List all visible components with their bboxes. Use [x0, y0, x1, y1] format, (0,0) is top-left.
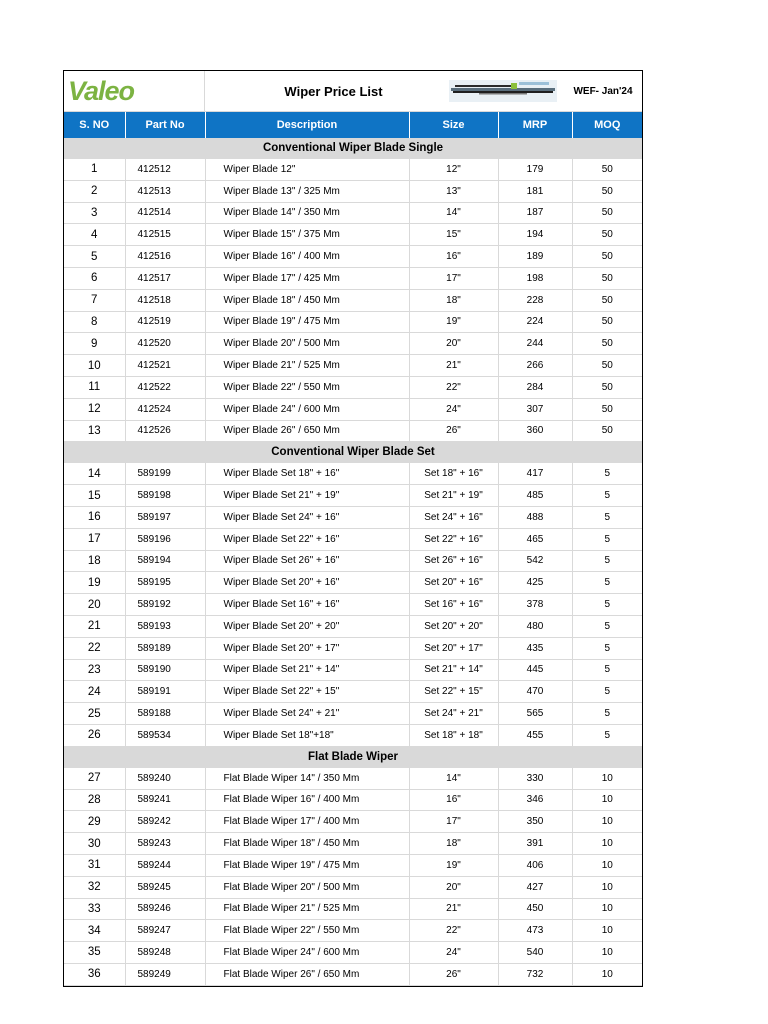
- table-body: [64, 138, 642, 985]
- cell-mrp: 425: [498, 572, 572, 594]
- cell-description: Flat Blade Wiper 21" / 525 Mm: [205, 898, 409, 920]
- cell-part-no: 589196: [125, 528, 205, 550]
- table-row: [64, 246, 642, 268]
- cell-sno: 18: [64, 550, 125, 572]
- cell-part-no: 589242: [125, 811, 205, 833]
- table-row: [64, 572, 642, 594]
- cell-description: Wiper Blade Set 21" + 14": [205, 659, 409, 681]
- cell-moq: 5: [572, 594, 642, 616]
- cell-sno: 12: [64, 398, 125, 420]
- price-list-sheet: [63, 70, 643, 987]
- table-header: [64, 112, 642, 138]
- cell-moq: 10: [572, 811, 642, 833]
- cell-description: Wiper Blade 15" / 375 Mm: [205, 224, 409, 246]
- cell-description: Wiper Blade Set 22" + 15": [205, 681, 409, 703]
- cell-mrp: 346: [498, 789, 572, 811]
- cell-sno: 33: [64, 898, 125, 920]
- cell-moq: 50: [572, 267, 642, 289]
- cell-size: Set 24" + 16": [409, 506, 498, 528]
- cell-description: Wiper Blade Set 20" + 17": [205, 637, 409, 659]
- cell-part-no: 589240: [125, 767, 205, 789]
- cell-sno: 5: [64, 246, 125, 268]
- table-row: [64, 942, 642, 964]
- cell-description: Wiper Blade 19" / 475 Mm: [205, 311, 409, 333]
- cell-part-no: 589246: [125, 898, 205, 920]
- cell-part-no: 589197: [125, 506, 205, 528]
- cell-sno: 19: [64, 572, 125, 594]
- cell-sno: 23: [64, 659, 125, 681]
- cell-mrp: 244: [498, 333, 572, 355]
- cell-part-no: 589243: [125, 833, 205, 855]
- cell-size: Set 26" + 16": [409, 550, 498, 572]
- col-description: Description: [205, 112, 409, 138]
- cell-size: 17": [409, 267, 498, 289]
- table-row: [64, 180, 642, 202]
- cell-part-no: 412516: [125, 246, 205, 268]
- cell-moq: 50: [572, 289, 642, 311]
- cell-description: Wiper Blade 24" / 600 Mm: [205, 398, 409, 420]
- cell-mrp: 189: [498, 246, 572, 268]
- table-row: [64, 703, 642, 725]
- cell-moq: 5: [572, 724, 642, 746]
- table-row: [64, 659, 642, 681]
- col-mrp: MRP: [498, 112, 572, 138]
- cell-description: Wiper Blade 22" / 550 Mm: [205, 376, 409, 398]
- table-row: [64, 202, 642, 224]
- cell-sno: 2: [64, 180, 125, 202]
- cell-mrp: 198: [498, 267, 572, 289]
- cell-sno: 8: [64, 311, 125, 333]
- cell-size: 18": [409, 289, 498, 311]
- cell-moq: 10: [572, 898, 642, 920]
- cell-description: Wiper Blade 21" / 525 Mm: [205, 355, 409, 377]
- cell-mrp: 480: [498, 615, 572, 637]
- cell-mrp: 187: [498, 202, 572, 224]
- cell-size: Set 21" + 14": [409, 659, 498, 681]
- table-row: [64, 615, 642, 637]
- section-header-row: [64, 746, 642, 767]
- table-row: [64, 311, 642, 333]
- table-row: [64, 333, 642, 355]
- cell-sno: 22: [64, 637, 125, 659]
- wiper-blade-image: [442, 71, 564, 111]
- cell-sno: 13: [64, 420, 125, 442]
- cell-size: 24": [409, 398, 498, 420]
- valeo-logo: [64, 71, 205, 111]
- section-title: Flat Blade Wiper: [64, 746, 642, 767]
- table-row: [64, 355, 642, 377]
- cell-description: Wiper Blade Set 24" + 16": [205, 506, 409, 528]
- cell-size: 20": [409, 876, 498, 898]
- cell-part-no: 589188: [125, 703, 205, 725]
- cell-mrp: 732: [498, 963, 572, 985]
- cell-part-no: 589192: [125, 594, 205, 616]
- cell-description: Wiper Blade 18" / 450 Mm: [205, 289, 409, 311]
- cell-description: Wiper Blade 16" / 400 Mm: [205, 246, 409, 268]
- table-row: [64, 550, 642, 572]
- table-row: [64, 594, 642, 616]
- cell-description: Flat Blade Wiper 24" / 600 Mm: [205, 942, 409, 964]
- cell-size: Set 20" + 16": [409, 572, 498, 594]
- cell-part-no: 412521: [125, 355, 205, 377]
- cell-moq: 5: [572, 681, 642, 703]
- cell-size: 15": [409, 224, 498, 246]
- cell-moq: 5: [572, 572, 642, 594]
- table-row: [64, 267, 642, 289]
- col-size: Size: [409, 112, 498, 138]
- cell-size: 19": [409, 311, 498, 333]
- col-moq: MOQ: [572, 112, 642, 138]
- cell-mrp: 266: [498, 355, 572, 377]
- cell-size: Set 22" + 16": [409, 528, 498, 550]
- table-row: [64, 898, 642, 920]
- cell-moq: 50: [572, 224, 642, 246]
- table-row: [64, 376, 642, 398]
- table-row: [64, 463, 642, 485]
- table-row: [64, 289, 642, 311]
- logo-text: Valeo: [68, 75, 135, 106]
- cell-part-no: 412526: [125, 420, 205, 442]
- cell-moq: 10: [572, 854, 642, 876]
- cell-sno: 16: [64, 506, 125, 528]
- cell-size: 26": [409, 420, 498, 442]
- cell-part-no: 412515: [125, 224, 205, 246]
- cell-moq: 50: [572, 398, 642, 420]
- cell-mrp: 181: [498, 180, 572, 202]
- cell-mrp: 391: [498, 833, 572, 855]
- cell-mrp: 179: [498, 159, 572, 181]
- cell-sno: 36: [64, 963, 125, 985]
- table-row: [64, 963, 642, 985]
- cell-sno: 15: [64, 485, 125, 507]
- table-row: [64, 811, 642, 833]
- cell-sno: 27: [64, 767, 125, 789]
- cell-sno: 17: [64, 528, 125, 550]
- cell-description: Flat Blade Wiper 22" / 550 Mm: [205, 920, 409, 942]
- wef-date: WEF- Jan'24: [573, 85, 633, 97]
- cell-moq: 5: [572, 659, 642, 681]
- cell-description: Flat Blade Wiper 16" / 400 Mm: [205, 789, 409, 811]
- cell-moq: 5: [572, 637, 642, 659]
- cell-mrp: 435: [498, 637, 572, 659]
- cell-part-no: 589191: [125, 681, 205, 703]
- cell-sno: 34: [64, 920, 125, 942]
- col-sno: S. NO: [64, 112, 125, 138]
- cell-sno: 31: [64, 854, 125, 876]
- cell-description: Wiper Blade Set 16" + 16": [205, 594, 409, 616]
- cell-part-no: 589190: [125, 659, 205, 681]
- cell-part-no: 589198: [125, 485, 205, 507]
- table-row: [64, 876, 642, 898]
- cell-sno: 21: [64, 615, 125, 637]
- section-header-row: [64, 442, 642, 463]
- cell-part-no: 589534: [125, 724, 205, 746]
- wiper-blade-icon: [449, 80, 557, 102]
- cell-part-no: 589248: [125, 942, 205, 964]
- cell-mrp: 360: [498, 420, 572, 442]
- cell-description: Wiper Blade 13" / 325 Mm: [205, 180, 409, 202]
- cell-sno: 6: [64, 267, 125, 289]
- cell-size: Set 22" + 15": [409, 681, 498, 703]
- cell-description: Wiper Blade 12": [205, 159, 409, 181]
- cell-moq: 10: [572, 767, 642, 789]
- cell-description: Wiper Blade Set 21" + 19": [205, 485, 409, 507]
- cell-moq: 10: [572, 942, 642, 964]
- table-row: [64, 637, 642, 659]
- cell-description: Wiper Blade Set 22" + 16": [205, 528, 409, 550]
- cell-description: Wiper Blade 14" / 350 Mm: [205, 202, 409, 224]
- table-row: [64, 833, 642, 855]
- cell-size: 22": [409, 920, 498, 942]
- cell-size: Set 18" + 18": [409, 724, 498, 746]
- cell-mrp: 330: [498, 767, 572, 789]
- cell-size: Set 21" + 19": [409, 485, 498, 507]
- cell-mrp: 224: [498, 311, 572, 333]
- cell-description: Flat Blade Wiper 19" / 475 Mm: [205, 854, 409, 876]
- cell-moq: 50: [572, 202, 642, 224]
- cell-sno: 14: [64, 463, 125, 485]
- section-title: Conventional Wiper Blade Set: [64, 442, 642, 463]
- table-row: [64, 920, 642, 942]
- table-row: [64, 224, 642, 246]
- cell-sno: 11: [64, 376, 125, 398]
- cell-sno: 4: [64, 224, 125, 246]
- cell-part-no: 412517: [125, 267, 205, 289]
- cell-description: Wiper Blade Set 24" + 21": [205, 703, 409, 725]
- cell-part-no: 412522: [125, 376, 205, 398]
- cell-size: 22": [409, 376, 498, 398]
- cell-mrp: 455: [498, 724, 572, 746]
- cell-sno: 7: [64, 289, 125, 311]
- cell-moq: 5: [572, 528, 642, 550]
- cell-moq: 10: [572, 833, 642, 855]
- table-row: [64, 767, 642, 789]
- table-row: [64, 506, 642, 528]
- cell-moq: 50: [572, 159, 642, 181]
- cell-moq: 10: [572, 920, 642, 942]
- cell-part-no: 412514: [125, 202, 205, 224]
- cell-moq: 10: [572, 963, 642, 985]
- cell-moq: 50: [572, 180, 642, 202]
- cell-sno: 30: [64, 833, 125, 855]
- cell-moq: 5: [572, 506, 642, 528]
- cell-size: 20": [409, 333, 498, 355]
- cell-moq: 5: [572, 485, 642, 507]
- cell-mrp: 228: [498, 289, 572, 311]
- sheet-header: [64, 71, 642, 112]
- cell-mrp: 378: [498, 594, 572, 616]
- cell-moq: 10: [572, 789, 642, 811]
- cell-mrp: 465: [498, 528, 572, 550]
- cell-size: 17": [409, 811, 498, 833]
- cell-mrp: 350: [498, 811, 572, 833]
- cell-sno: 32: [64, 876, 125, 898]
- cell-size: Set 18" + 16": [409, 463, 498, 485]
- cell-size: 21": [409, 355, 498, 377]
- cell-mrp: 194: [498, 224, 572, 246]
- cell-description: Flat Blade Wiper 26" / 650 Mm: [205, 963, 409, 985]
- cell-moq: 50: [572, 420, 642, 442]
- cell-sno: 24: [64, 681, 125, 703]
- cell-part-no: 412518: [125, 289, 205, 311]
- cell-size: 21": [409, 898, 498, 920]
- table-row: [64, 159, 642, 181]
- cell-size: 16": [409, 246, 498, 268]
- cell-description: Wiper Blade Set 20" + 16": [205, 572, 409, 594]
- cell-size: 26": [409, 963, 498, 985]
- cell-description: Flat Blade Wiper 14" / 350 Mm: [205, 767, 409, 789]
- cell-description: Flat Blade Wiper 20" / 500 Mm: [205, 876, 409, 898]
- cell-size: 12": [409, 159, 498, 181]
- cell-size: Set 16" + 16": [409, 594, 498, 616]
- cell-mrp: 485: [498, 485, 572, 507]
- cell-part-no: 589189: [125, 637, 205, 659]
- cell-size: 13": [409, 180, 498, 202]
- cell-mrp: 417: [498, 463, 572, 485]
- cell-part-no: 412524: [125, 398, 205, 420]
- cell-part-no: 412513: [125, 180, 205, 202]
- cell-description: Flat Blade Wiper 17" / 400 Mm: [205, 811, 409, 833]
- section-title: Conventional Wiper Blade Single: [64, 138, 642, 159]
- cell-description: Wiper Blade 20" / 500 Mm: [205, 333, 409, 355]
- cell-sno: 20: [64, 594, 125, 616]
- cell-size: Set 20" + 20": [409, 615, 498, 637]
- page-title: Wiper Price List: [284, 83, 383, 99]
- cell-mrp: 284: [498, 376, 572, 398]
- cell-sno: 3: [64, 202, 125, 224]
- cell-moq: 5: [572, 550, 642, 572]
- cell-size: 19": [409, 854, 498, 876]
- table-row: [64, 724, 642, 746]
- cell-moq: 50: [572, 355, 642, 377]
- cell-part-no: 589245: [125, 876, 205, 898]
- cell-part-no: 589195: [125, 572, 205, 594]
- cell-mrp: 565: [498, 703, 572, 725]
- cell-moq: 10: [572, 876, 642, 898]
- table-row: [64, 398, 642, 420]
- cell-part-no: 589241: [125, 789, 205, 811]
- cell-sno: 35: [64, 942, 125, 964]
- price-table: [64, 112, 642, 986]
- cell-moq: 50: [572, 333, 642, 355]
- col-part-no: Part No: [125, 112, 205, 138]
- cell-size: 14": [409, 202, 498, 224]
- cell-sno: 26: [64, 724, 125, 746]
- cell-mrp: 470: [498, 681, 572, 703]
- cell-sno: 9: [64, 333, 125, 355]
- cell-size: Set 20" + 17": [409, 637, 498, 659]
- table-row: [64, 528, 642, 550]
- cell-moq: 5: [572, 463, 642, 485]
- cell-size: 16": [409, 789, 498, 811]
- section-header-row: [64, 138, 642, 159]
- cell-part-no: 412520: [125, 333, 205, 355]
- cell-description: Wiper Blade Set 20" + 20": [205, 615, 409, 637]
- cell-size: 14": [409, 767, 498, 789]
- cell-part-no: 412512: [125, 159, 205, 181]
- table-row: [64, 420, 642, 442]
- cell-mrp: 473: [498, 920, 572, 942]
- cell-mrp: 307: [498, 398, 572, 420]
- cell-part-no: 589247: [125, 920, 205, 942]
- cell-description: Wiper Blade 17" / 425 Mm: [205, 267, 409, 289]
- cell-mrp: 445: [498, 659, 572, 681]
- cell-description: Wiper Blade Set 18" + 16": [205, 463, 409, 485]
- cell-moq: 50: [572, 246, 642, 268]
- table-row: [64, 485, 642, 507]
- cell-description: Wiper Blade Set 26" + 16": [205, 550, 409, 572]
- cell-mrp: 406: [498, 854, 572, 876]
- cell-sno: 28: [64, 789, 125, 811]
- cell-part-no: 589193: [125, 615, 205, 637]
- cell-moq: 5: [572, 703, 642, 725]
- table-row: [64, 681, 642, 703]
- cell-sno: 10: [64, 355, 125, 377]
- cell-part-no: 589194: [125, 550, 205, 572]
- cell-description: Flat Blade Wiper 18" / 450 Mm: [205, 833, 409, 855]
- cell-part-no: 589249: [125, 963, 205, 985]
- cell-size: 18": [409, 833, 498, 855]
- cell-mrp: 450: [498, 898, 572, 920]
- cell-part-no: 589244: [125, 854, 205, 876]
- table-row: [64, 789, 642, 811]
- cell-sno: 1: [64, 159, 125, 181]
- cell-moq: 50: [572, 376, 642, 398]
- cell-description: Wiper Blade Set 18"+18": [205, 724, 409, 746]
- cell-size: Set 24" + 21": [409, 703, 498, 725]
- table-row: [64, 854, 642, 876]
- cell-mrp: 488: [498, 506, 572, 528]
- cell-sno: 29: [64, 811, 125, 833]
- cell-sno: 25: [64, 703, 125, 725]
- cell-moq: 5: [572, 615, 642, 637]
- cell-part-no: 589199: [125, 463, 205, 485]
- cell-size: 24": [409, 942, 498, 964]
- cell-mrp: 540: [498, 942, 572, 964]
- cell-moq: 50: [572, 311, 642, 333]
- cell-mrp: 542: [498, 550, 572, 572]
- cell-mrp: 427: [498, 876, 572, 898]
- cell-part-no: 412519: [125, 311, 205, 333]
- cell-description: Wiper Blade 26" / 650 Mm: [205, 420, 409, 442]
